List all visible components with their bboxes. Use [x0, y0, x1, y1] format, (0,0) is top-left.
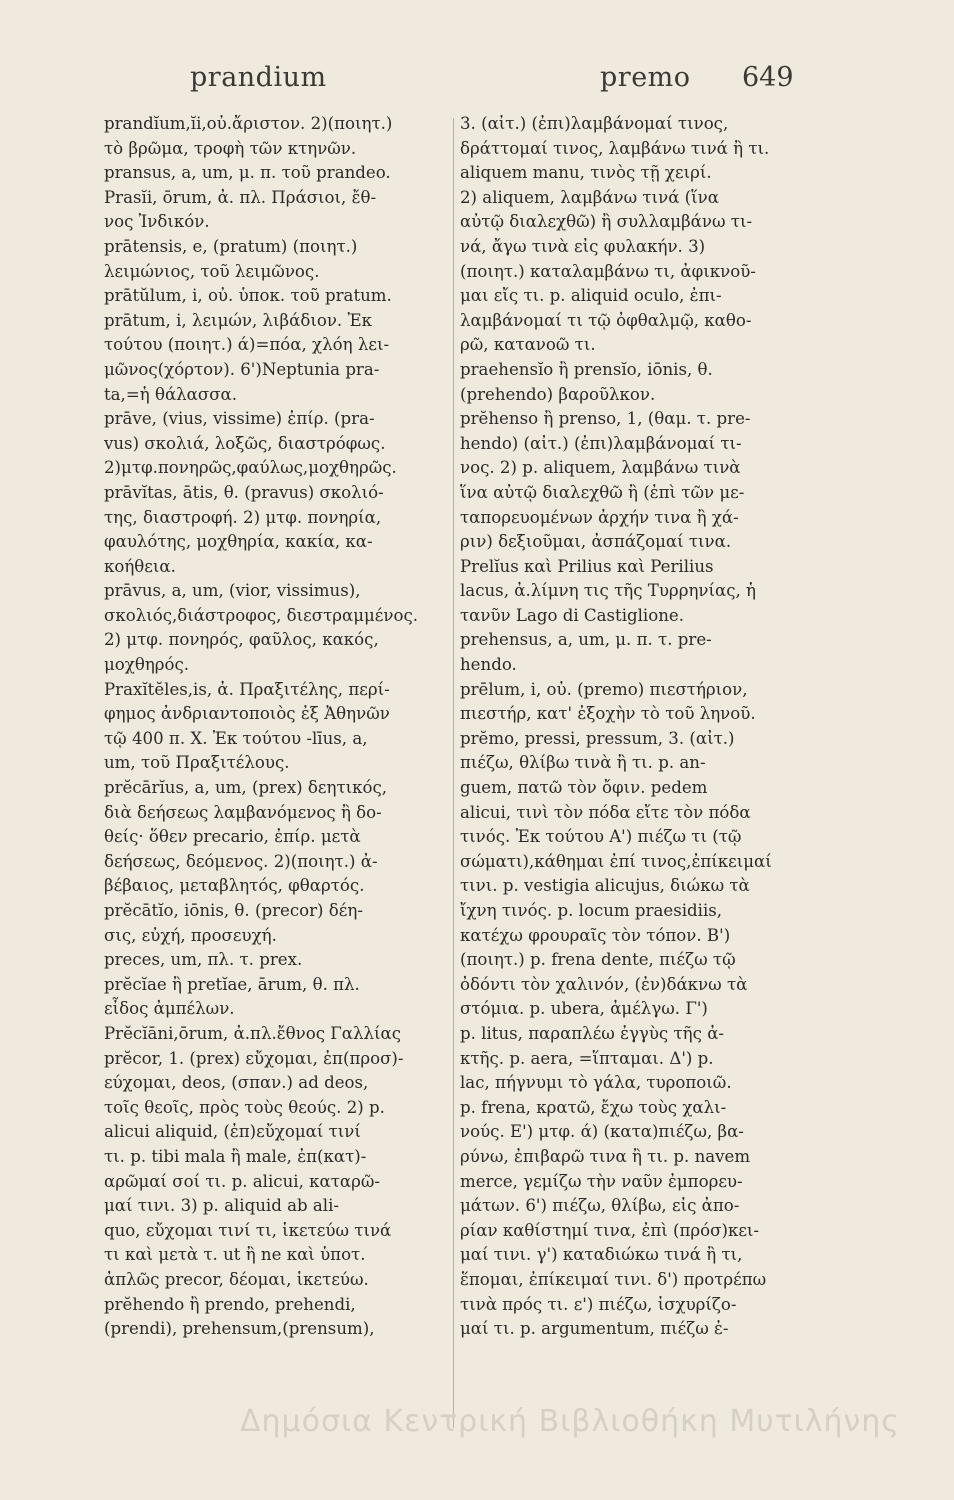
- entry-line: δράττομαί τινος, λαμβάνω τινά ἢ τι.: [460, 138, 770, 158]
- entry-line: σις, εὐχή, προσευχή.: [104, 925, 277, 945]
- entry-line: ρίαν καθίστημί τινα, ἐπὶ (πρόσ)κει-: [460, 1220, 760, 1240]
- entry-line: σώματι),κάθημαι ἐπί τινος,ἐπίκειμαί: [460, 851, 772, 871]
- left-column: [104, 112, 450, 1342]
- entry-line: (ποιητ.) καταλαμβάνω τι, ἀφικνοῦ-: [460, 261, 756, 281]
- entry-line: φαυλότης, μοχθηρία, κακία, κα-: [104, 532, 373, 552]
- entry-line: lac, πήγνυμι τὸ γάλα, τυροποιῶ.: [460, 1073, 732, 1093]
- entry-line: ρύνω, ἐπιβαρῶ τινα ἢ τι. p. navem: [460, 1146, 751, 1166]
- entry-line: λαμβάνομαί τι τῷ ὀφθαλμῷ, καθο-: [460, 310, 752, 330]
- entry-line: μῶνος(χόρτον). 6')Neptunia pra-: [104, 359, 380, 379]
- entry-line: ἵνα αὐτῷ διαλεχθῶ ἢ (ἐπὶ τῶν με-: [460, 482, 745, 502]
- entry-line: Praxĭtĕles,is, ἀ. Πραξιτέλης, περί-: [104, 679, 390, 699]
- entry-line: τανῦν Lago di Castiglione.: [460, 605, 685, 625]
- entry-line: νος Ἰνδικόν.: [104, 212, 210, 232]
- entry-line: αρῶμαί σοί τι. p. alicui, καταρῶ-: [104, 1171, 380, 1191]
- entry-line: φημος ἀνδριαντοποιὸς ἐξ Ἀθηνῶν: [104, 704, 390, 724]
- entry-line: κτῆς. p. aera, =ἵπταμαι. Δ') p.: [460, 1048, 714, 1068]
- entry-line: Prĕcĭāni,ōrum, ἀ.πλ.ἔθνος Γαλλίας: [104, 1023, 402, 1043]
- entry-line: ἕπομαι, ἐπίκειμαί τινι. δ') προτρέπω: [460, 1269, 767, 1289]
- entry-line: aliquem manu, τινὸς τῇ χειρί.: [460, 163, 712, 183]
- entry-line: (ποιητ.) p. frena dente, πιέζω τῷ: [460, 950, 736, 970]
- entry-line: Prasĭi, ōrum, ἀ. πλ. Πράσιοι, ἔθ-: [104, 187, 377, 207]
- entry-line: ἴχνη τινός. p. locum praesidiis,: [460, 901, 723, 920]
- entry-line: 2) aliquem, λαμβάνω τινά (ἵνα: [460, 187, 719, 207]
- library-watermark: Δημόσια Κεντρική Βιβλιοθήκη Μυτιλήνης: [240, 1404, 900, 1439]
- entry-line: μαί τι. p. argumentum, πιέζω ἐ-: [460, 1319, 729, 1339]
- page-number: 649: [742, 62, 794, 93]
- entry-line: τινὰ πρός τι. ε') πιέζω, ἰσχυρίζο-: [460, 1294, 737, 1314]
- entry-line: p. litus, παραπλέω ἐγγὺς τῆς ἀ-: [460, 1023, 725, 1043]
- entry-line: alicui aliquid, (ἐπ)εὔχομαί τινί: [104, 1122, 361, 1142]
- entry-line: πιέζω, θλίβω τινὰ ἢ τι. p. an-: [460, 753, 706, 773]
- entry-line: σκολιός,διάστροφος, διεστραμμένος.: [104, 605, 419, 625]
- entry-line: νά, ἄγω τινὰ εἰς φυλακήν. 3): [460, 236, 706, 256]
- entry-line: τῷ 400 π. Χ. Ἐκ τούτου -līus, a,: [104, 728, 368, 748]
- entry-line: ta,=ἡ θάλασσα.: [104, 384, 238, 404]
- entry-line: διὰ δεήσεως λαμβανόμενος ἢ δο-: [104, 802, 382, 822]
- entry-line: μαι εἴς τι. p. aliquid oculo, ἐπι-: [460, 286, 722, 306]
- entry-line: κοήθεια.: [104, 556, 176, 576]
- entry-line: 3. (αἰτ.) (ἐπι)λαμβάνομαί τινος,: [460, 114, 729, 133]
- entry-line: ὀδόντι τὸν χαλινόν, (ἐν)δάκνω τὰ: [460, 974, 748, 994]
- entry-line: μάτων. 6') πιέζω, θλίβω, εἰς ἀπο-: [460, 1196, 740, 1216]
- entry-line: praehensĭo ἢ prensĭo, iōnis, θ.: [460, 359, 713, 379]
- entry-line: guem, πατῶ τὸν ὄφιν. pedem: [460, 778, 708, 798]
- entry-line: βέβαιος, μεταβλητός, φθαρτός.: [104, 876, 365, 896]
- entry-line: στόμια. p. ubera, ἀμέλγω. Γ'): [460, 999, 708, 1019]
- entry-line: τὸ βρῶμα, τροφὴ τῶν κτηνῶν.: [104, 138, 357, 158]
- entry-line: prĕhendo ἢ prendo, prehendi,: [104, 1294, 356, 1314]
- entry-line: μαί τινι. 3) p. aliquid ab ali-: [104, 1196, 340, 1216]
- entry-line: Prelĭus καὶ Prilius καὶ Perilius: [460, 556, 714, 576]
- entry-line: κατέχω φρουραῖς τὸν τόπον. Β'): [460, 925, 731, 945]
- header-right-word: premo: [600, 62, 691, 93]
- entry-line: της, διαστροφή. 2) μτφ. πονηρία,: [104, 507, 382, 527]
- running-head: [0, 62, 954, 102]
- entry-line: quo, εὔχομαι τινί τι, ἱκετεύω τινά: [104, 1220, 392, 1240]
- entry-line: τούτου (ποιητ.) ά)=πόα, χλόη λει-: [104, 335, 390, 355]
- entry-line: ταπορευομένων ἀρχήν τινα ἢ χά-: [460, 507, 739, 527]
- entry-line: prĕmo, pressi, pressum, 3. (αἰτ.): [460, 728, 735, 748]
- entry-line: 2) μτφ. πονηρός, φαῦλος, κακός,: [104, 630, 379, 650]
- entry-line: prāvĭtas, ātis, θ. (pravus) σκολιό-: [104, 482, 384, 502]
- entry-line: prātum, i, λειμών, λιβάδιον. Ἐκ: [104, 310, 372, 330]
- entry-line: um, τοῦ Πραξιτέλους.: [104, 753, 290, 773]
- entry-line: (prehendo) βαροῦλκον.: [460, 384, 656, 404]
- entry-line: prandĭum,ĭi,οὐ.ἄριστον. 2)(ποιητ.): [104, 114, 393, 133]
- entry-line: μαί τινι. γ') καταδιώκω τινά ἢ τι,: [460, 1245, 743, 1265]
- entry-line: πιεστήρ, κατ' ἐξοχὴν τὸ τοῦ ληνοῦ.: [460, 704, 756, 724]
- entry-line: prĕcor, 1. (prex) εὔχομαι, ἐπ(προσ)-: [104, 1048, 404, 1068]
- entry-line: prĕcārĭus, a, um, (prex) δεητικός,: [104, 778, 388, 798]
- entry-line: prĕcĭae ἢ pretĭae, ārum, θ. πλ.: [104, 974, 360, 994]
- entry-line: ριν) δεξιοῦμαι, ἀσπάζομαί τινα.: [460, 532, 732, 552]
- entry-line: hendo) (αἰτ.) (ἐπι)λαμβάνομαί τι-: [460, 433, 742, 453]
- entry-line: τι. p. tibi mala ἢ male, ἐπ(κατ)-: [104, 1146, 367, 1166]
- entry-line: νούς. Ε') μτφ. ά) (κατα)πιέζω, βα-: [460, 1122, 744, 1142]
- entry-line: hendo.: [460, 655, 517, 675]
- entry-line: εἶδος ἀμπέλων.: [104, 999, 235, 1019]
- entry-line: p. frena, κρατῶ, ἔχω τοὺς χαλι-: [460, 1097, 727, 1117]
- right-column: [460, 112, 856, 1342]
- entry-line: εύχομαι, deos, (σπαν.) ad deos,: [104, 1073, 369, 1093]
- entry-line: prēlum, i, οὐ. (premo) πιεστήριον,: [460, 679, 748, 699]
- entry-line: (prendi), prehensum,(prensum),: [104, 1319, 375, 1339]
- entry-line: 2)μτφ.πονηρῶς,φαύλως,μοχθηρῶς.: [104, 458, 397, 478]
- entry-line: prātŭlum, i, οὐ. ὑποκ. τοῦ pratum.: [104, 286, 392, 306]
- entry-line: preces, um, πλ. τ. prex.: [104, 950, 303, 970]
- entry-line: prĕhenso ἢ prenso, 1, (θαμ. τ. pre-: [460, 409, 751, 429]
- entry-line: τινός. Ἐκ τούτου Α') πιέζω τι (τῷ: [460, 827, 742, 847]
- entry-line: alicui, τινὶ τὸν πόδα εἴτε τὸν πόδα: [460, 802, 751, 822]
- entry-line: merce, γεμίζω τὴν ναῦν ἐμπορευ-: [460, 1171, 743, 1191]
- entry-line: prāve, (vius, vissime) ἐπίρ. (pra-: [104, 409, 375, 429]
- header-left-word: prandium: [190, 62, 327, 93]
- entry-line: θείς· ὅθεν precario, ἐπίρ. μετὰ: [104, 827, 361, 847]
- entry-line: prātensis, e, (pratum) (ποιητ.): [104, 236, 358, 256]
- entry-line: prĕcātĭo, iōnis, θ. (precor) δέη-: [104, 901, 363, 920]
- entry-line: αὐτῷ διαλεχθῶ) ἢ συλλαμβάνω τι-: [460, 212, 753, 232]
- entry-line: λειμώνιος, τοῦ λειμῶνος.: [104, 261, 320, 281]
- entry-line: pransus, a, um, μ. π. τοῦ prandeo.: [104, 163, 391, 183]
- entry-line: lacus, ἀ.λίμνη τις τῆς Τυρρηνίας, ἡ: [460, 581, 756, 601]
- entry-line: τι καὶ μετὰ τ. ut ἢ ne καὶ ὑποτ.: [104, 1245, 366, 1265]
- entry-line: νος. 2) p. aliquem, λαμβάνω τινὰ: [460, 458, 741, 478]
- entry-line: prāvus, a, um, (vior, vissimus),: [104, 581, 361, 601]
- entry-line: δεήσεως, δεόμενος. 2)(ποιητ.) ἀ-: [104, 851, 378, 871]
- entry-line: μοχθηρός.: [104, 655, 190, 675]
- entry-line: vus) σκολιά, λοξῶς, διαστρόφως.: [104, 433, 386, 453]
- entry-line: ἀπλῶς precor, δέομαι, ἱκετεύω.: [104, 1269, 369, 1289]
- column-divider: [453, 118, 454, 1428]
- entry-line: prehensus, a, um, μ. π. τ. pre-: [460, 630, 712, 650]
- entry-line: τινι. p. vestigia alicujus, διώκω τὰ: [460, 876, 750, 896]
- entry-line: ρῶ, κατανοῶ τι.: [460, 335, 596, 355]
- entry-line: τοῖς θεοῖς, πρὸς τοὺς θεούς. 2) p.: [104, 1097, 385, 1117]
